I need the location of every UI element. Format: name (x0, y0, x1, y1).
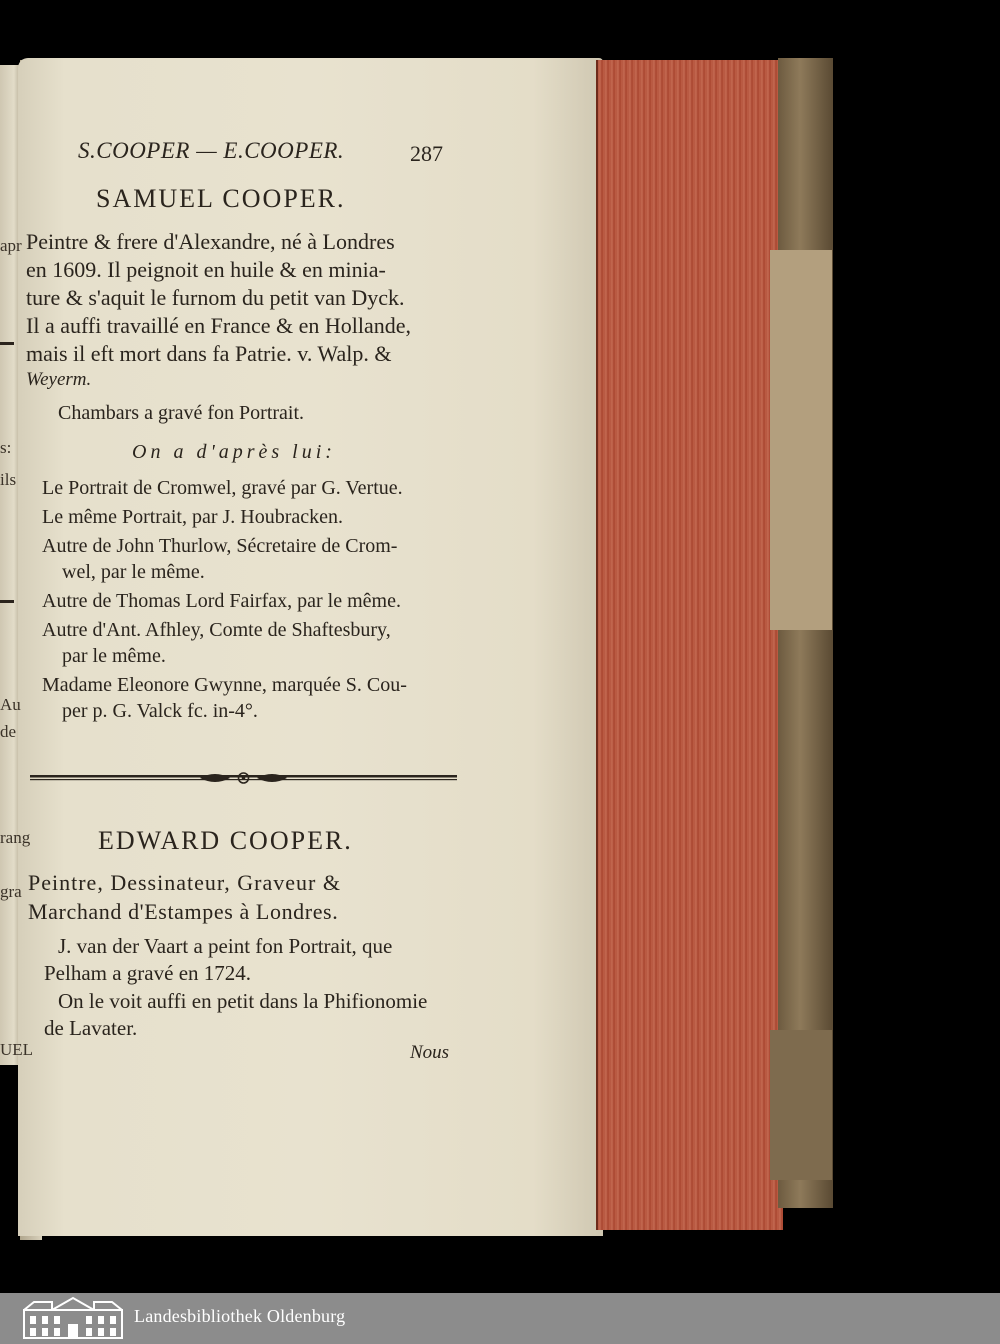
library-name: Landesbibliothek Oldenburg (134, 1306, 346, 1326)
entry-body-line: Peintre & frere d'Alexandre, né à Londres (26, 229, 395, 254)
work-item: per p. G. Valck fc. in-4°. (62, 700, 258, 722)
entry-note-line: On le voit auffi en petit dans la Phifionomie (58, 989, 428, 1013)
entry-title: EDWARD COOPER. (98, 826, 353, 855)
work-item: par le même. (62, 645, 166, 667)
library-building-icon (22, 1296, 124, 1340)
entry-note-line: de Lavater. (44, 1016, 138, 1040)
catchword: Nous (410, 1042, 450, 1063)
entry-note-line: J. van der Vaart a peint fon Portrait, que (58, 934, 393, 958)
entry-body-line: Il a auffi travaillé en France & en Hollande, (26, 313, 412, 338)
work-item: Le Portrait de Cromwel, gravé par G. Vertue. (42, 477, 403, 499)
work-item: wel, par le même. (62, 561, 205, 583)
entry-title: SAMUEL COOPER. (96, 184, 346, 213)
previous-page-fragment: Au (0, 695, 21, 714)
previous-page-fragment: de (0, 722, 17, 741)
previous-page-fragment: rang (0, 828, 31, 847)
ornamental-divider (30, 770, 457, 786)
previous-page-fragment: gra (0, 882, 22, 901)
page-number: 287 (410, 141, 443, 166)
previous-page-rule (0, 600, 14, 603)
entry-body-line: en 1609. Il peignoit en huile & en minia- (26, 257, 386, 282)
previous-page-fragment: UEL (0, 1040, 34, 1059)
previous-page-fragment: s: (0, 438, 12, 457)
works-subheading: On a d'après lui: (132, 441, 336, 463)
previous-page-fragment: apr (0, 236, 22, 255)
entry-body-line: ture & s'aquit le furnom du petit van Dyck. (26, 285, 405, 310)
previous-page-fragment: ils (0, 470, 17, 489)
entry-body-line: mais il eft mort dans fa Patrie. v. Walp. & (26, 341, 392, 366)
entry-note-line: Pelham a gravé en 1724. (44, 961, 252, 985)
work-item: Autre de John Thurlow, Sécretaire de Crom- (42, 535, 398, 557)
entry-body-line: Weyerm. (26, 369, 92, 390)
work-item: Madame Eleonore Gwynne, marquée S. Cou- (42, 674, 407, 696)
work-item: Autre d'Ant. Afhley, Comte de Shaftesbury, (42, 619, 391, 641)
work-item: Le même Portrait, par J. Houbracken. (42, 506, 344, 528)
work-item: Autre de Thomas Lord Fairfax, par le même. (42, 590, 401, 612)
portrait-note: Chambars a gravé fon Portrait. (58, 402, 305, 424)
running-header: S.COOPER — E.COOPER. (78, 138, 345, 163)
entry-body-line: Marchand d'Estampes à Londres. (28, 899, 339, 924)
previous-page-rule (0, 342, 14, 345)
entry-body-line: Peintre, Dessinateur, Graveur & (28, 870, 341, 895)
